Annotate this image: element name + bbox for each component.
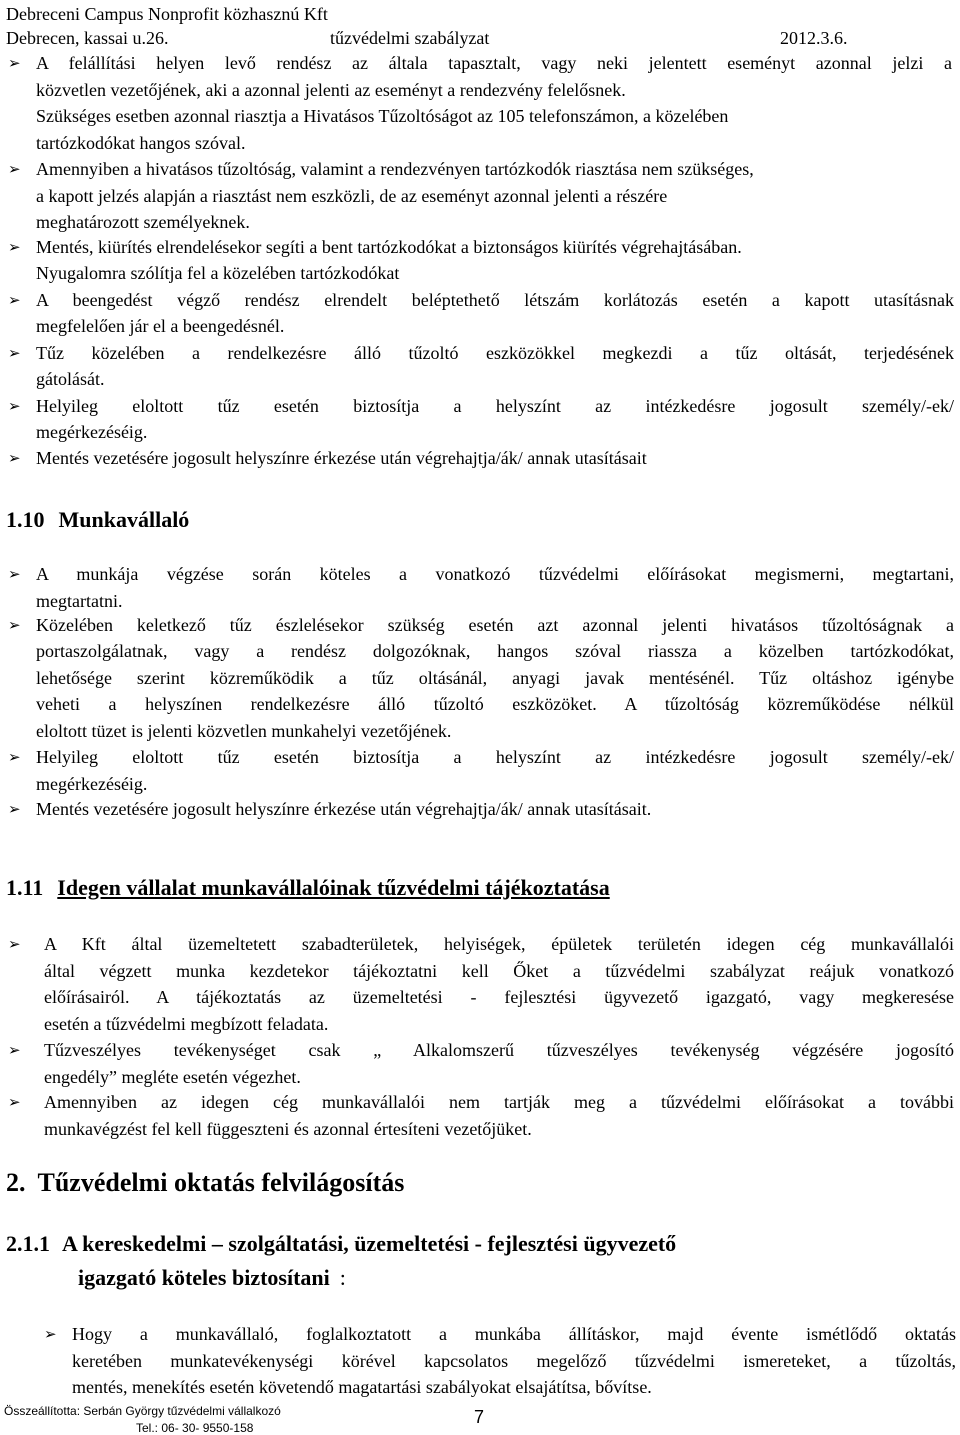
arrow-bullet-icon: ➢ xyxy=(8,616,21,634)
title-colon: : xyxy=(339,1265,346,1290)
list-item-line: A Kft által üzemeltetett szabadterületek, helyiségek, épületek területén idegen cég munkavállalói xyxy=(44,934,954,954)
list-item-line: veheti a helyszínen rendelkezésre álló tűzoltó eszközöket. A tűzoltóság közreműködése nélkül xyxy=(36,694,954,714)
arrow-bullet-icon: ➢ xyxy=(8,748,21,766)
section-title: Idegen vállalat munkavállalóinak tűzvédelmi tájékoztatása xyxy=(57,875,610,900)
list-item-line: mentés, menekítés esetén követendő magatartási szabályokat elsajátítsa, bővítse. xyxy=(72,1377,652,1397)
list-item-line: a kapott jelzés alapján a riasztást nem eszközli, de az eseményt azonnal jelenti a részére xyxy=(36,186,668,206)
section-number: 2. xyxy=(6,1168,26,1197)
list-item-line: esetén a tűzvédelmi megbízott feladata. xyxy=(44,1014,329,1034)
list-item-line: A felállítási helyen levő rendész az általa tapasztalt, vagy neki jelentett eseményt azonnal jelzi a xyxy=(36,53,952,73)
list-item-line: Amennyiben a hivatásos tűzoltóság, valamint a rendezvényen tartózkodók riasztása nem szükséges, xyxy=(36,159,754,179)
arrow-bullet-icon: ➢ xyxy=(8,1041,21,1059)
list-item-line: portaszolgálatnak, vagy a rendész dolgozóknak, hangos szóval riassza a közelben tartózkodókat, xyxy=(36,641,954,661)
list-item-line: előírásairól. A tájékoztatás az üzemeltetési - fejlesztési ügyvezető igazgató, vagy megkeresése xyxy=(44,987,954,1007)
arrow-bullet-icon: ➢ xyxy=(8,397,21,415)
header-address: Debrecen, kassai u.26. xyxy=(6,28,169,48)
section-number: 2.1.1 xyxy=(6,1231,50,1256)
footer-phone: Tel.: 06- 30- 9550-158 xyxy=(136,1421,254,1435)
arrow-bullet-icon: ➢ xyxy=(8,1093,21,1111)
arrow-bullet-icon: ➢ xyxy=(8,935,21,953)
list-item-line: lehetősége szerint közreműködik a tűz oltásánál, anyagi javak mentésénél. Tűz oltáshoz igénybe xyxy=(36,668,954,688)
header-doc-title: tűzvédelmi szabályzat xyxy=(330,28,490,48)
section-title: Munkavállaló xyxy=(58,507,190,532)
list-item-line: közvetlen vezetőjének, aki a azonnal jelenti az eseményt a rendezvény felelősnek. xyxy=(36,80,626,100)
arrow-bullet-icon: ➢ xyxy=(8,238,21,256)
list-item-line: Mentés vezetésére jogosult helyszínre érkezése után végrehajtja/ák/ annak utasításait. xyxy=(36,799,652,819)
arrow-bullet-icon: ➢ xyxy=(8,54,21,72)
section-heading-1-11 xyxy=(6,875,610,901)
arrow-bullet-icon: ➢ xyxy=(8,344,21,362)
arrow-bullet-icon: ➢ xyxy=(44,1325,57,1343)
arrow-bullet-icon: ➢ xyxy=(8,449,21,467)
header-org: Debreceni Campus Nonprofit közhasznú Kft xyxy=(6,4,328,24)
section-title-line2: igazgató köteles biztosítani xyxy=(78,1265,330,1290)
header-date: 2012.3.6. xyxy=(780,28,848,48)
list-item-line: gátolását. xyxy=(36,369,105,389)
list-item-line: Közelében keletkező tűz észlelésekor szükség esetén azt azonnal jelenti hivatásos tűzoltóságnak a xyxy=(36,615,954,635)
section-title-line1: A kereskedelmi – szolgáltatási, üzemeltetési - fejlesztési ügyvezető xyxy=(62,1231,677,1256)
list-item-line: keretében munkatevékenységi körével kapcsolatos megelőző tűzvédelmi ismereteket, a tűzoltás, xyxy=(72,1351,956,1371)
list-item-line: által végzett munka kezdetekor tájékoztatni kell Őket a tűzvédelmi szabályzat reájuk vonatkozó xyxy=(44,961,954,981)
arrow-bullet-icon: ➢ xyxy=(8,160,21,178)
arrow-bullet-icon: ➢ xyxy=(8,565,21,583)
arrow-bullet-icon: ➢ xyxy=(8,800,21,818)
list-item-line: megérkezéséig. xyxy=(36,774,148,794)
list-item-line: Szükséges esetben azonnal riasztja a Hivatásos Tűzoltóságot az 105 telefonszámon, a közelében xyxy=(36,106,729,126)
list-item-line: A munkája végzése során köteles a vonatkozó tűzvédelmi előírásokat megismerni, megtartani, xyxy=(36,564,954,584)
section-title-line2-row xyxy=(78,1265,346,1291)
list-item-line: megtartatni. xyxy=(36,591,123,611)
list-item-line: Amennyiben az idegen cég munkavállalói nem tartják meg a tűzvédelmi előírásokat a további xyxy=(44,1092,954,1112)
section-number: 1.10 xyxy=(6,507,45,532)
list-item-line: Tűz közelében a rendelkezésre álló tűzoltó eszközökkel megkezdi a tűz oltását, terjedésének xyxy=(36,343,954,363)
list-item-line: Nyugalomra szólítja fel a közelében tartózkodókat xyxy=(36,263,400,283)
list-item-line: megfelelően jár el a beengedésnél. xyxy=(36,316,285,336)
list-item-line: A beengedést végző rendész elrendelt beléptethető létszám korlátozás esetén a kapott utasításnak xyxy=(36,290,954,310)
list-item-line: Mentés, kiürítés elrendelésekor segíti a bent tartózkodókat a biztonságos kiürítés végrehajtásában. xyxy=(36,237,742,257)
list-item-line: Mentés vezetésére jogosult helyszínre érkezése után végrehajtja/ák/ annak utasításait xyxy=(36,448,647,468)
list-item-line: engedély” megléte esetén végezhet. xyxy=(44,1067,301,1087)
section-title: Tűzvédelmi oktatás felvilágosítás xyxy=(37,1168,405,1197)
section-heading-1-10 xyxy=(6,507,189,533)
section-heading-2-1-1 xyxy=(6,1231,676,1257)
arrow-bullet-icon: ➢ xyxy=(8,291,21,309)
list-item-line: megérkezéséig. xyxy=(36,422,148,442)
list-item-line: eloltott tüzet is jelenti közvetlen munkahelyi vezetőjének. xyxy=(36,721,452,741)
section-heading-2 xyxy=(6,1168,404,1198)
list-item-line: Helyileg eloltott tűz esetén biztosítja a helyszínt az intézkedésre jogosult személy/-ek/ xyxy=(36,747,954,767)
footer-author: Összeállította: Serbán György tűzvédelmi vállalkozó xyxy=(4,1404,281,1418)
list-item-line: Tűzveszélyes tevékenységet csak „ Alkalomszerű tűzveszélyes tevékenység végzésére jogosító xyxy=(44,1040,954,1060)
page-number: 7 xyxy=(474,1407,485,1427)
list-item-line: meghatározott személyeknek. xyxy=(36,212,250,232)
list-item-line: tartózkodókat hangos szóval. xyxy=(36,133,246,153)
list-item-line: Helyileg eloltott tűz esetén biztosítja a helyszínt az intézkedésre jogosult személy/-ek/ xyxy=(36,396,954,416)
list-item-line: Hogy a munkavállaló, foglalkoztatott a munkába állításkor, majd évente ismétlődő oktatás xyxy=(72,1324,956,1344)
list-item-line: munkavégzést fel kell függeszteni és azonnal értesíteni vezetőjüket. xyxy=(44,1119,532,1139)
section-number: 1.11 xyxy=(6,875,44,900)
